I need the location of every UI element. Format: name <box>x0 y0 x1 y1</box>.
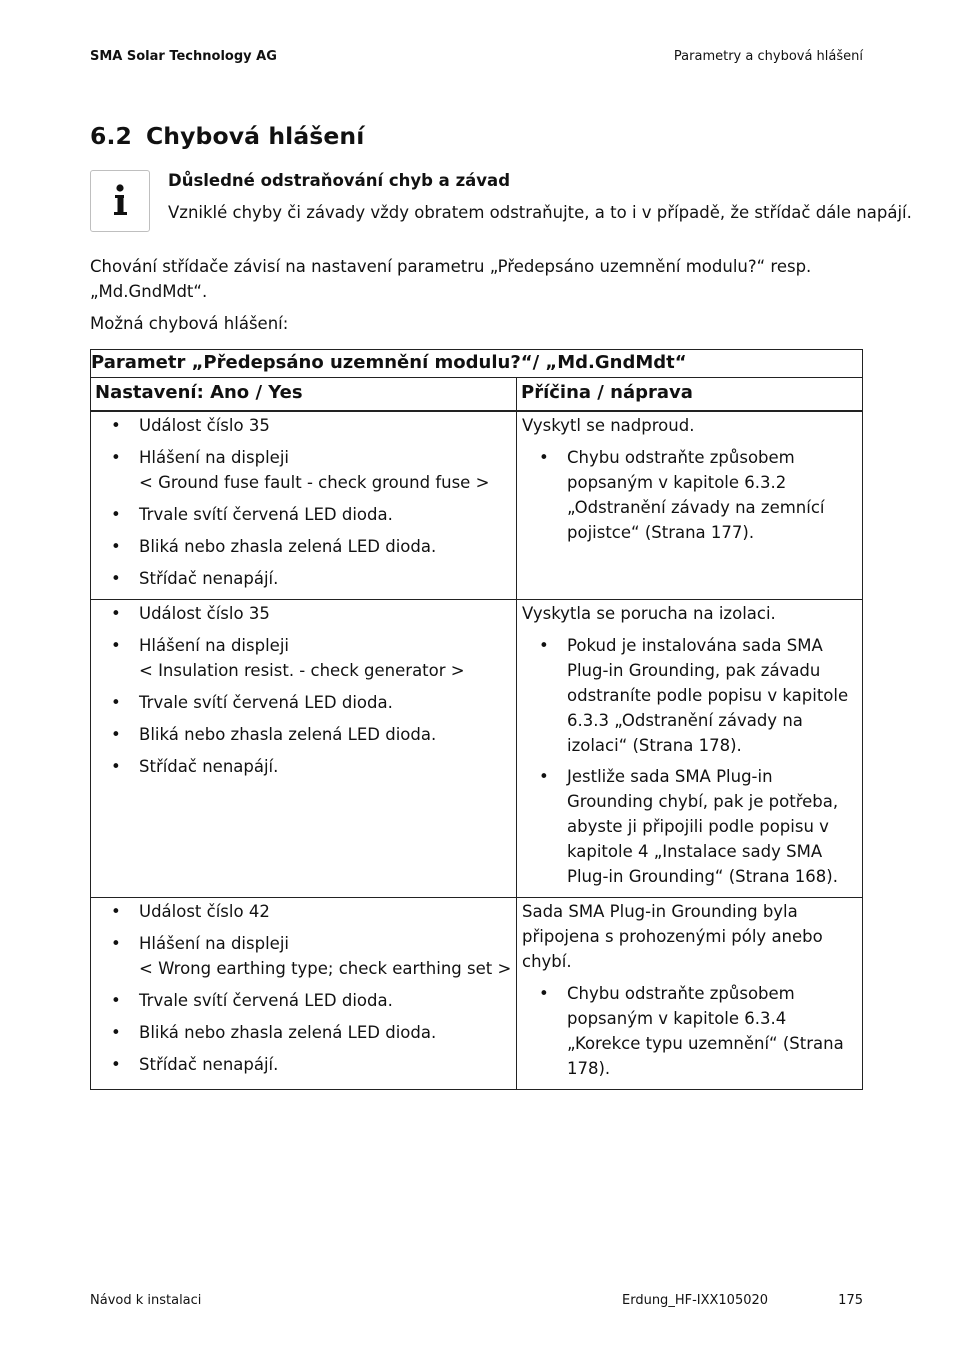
info-title: Důsledné odstraňování chyb a závad <box>168 171 511 190</box>
symptom-item: • Hlášení na displeji < Wrong earthing type; check earthing set > <box>91 931 516 981</box>
section-number: 6.2 <box>90 122 132 150</box>
symptom-item: • Bliká nebo zhasla zelená LED dioda. <box>91 722 516 747</box>
cause-text: Vyskytl se nadproud. <box>522 416 695 435</box>
symptom-item: • Událost číslo 35 <box>91 413 516 438</box>
cause-cell <box>517 411 863 600</box>
symptom-item: • Střídač nenapájí. <box>91 754 516 779</box>
column-header-setting: Nastavení: Ano / Yes <box>91 378 517 412</box>
symptom-item: • Bliká nebo zhasla zelená LED dioda. <box>91 534 516 559</box>
action-item: • Chybu odstraňte způsobem popsaným v kapitole 6.3.2 „Odstranění závady na zemnící pojistce“ (Strana 177). <box>522 445 856 545</box>
footer-doc-code: Erdung_HF-IXX105020 <box>622 1293 769 1308</box>
info-text: Vzniklé chyby či závady vždy obratem odstraňujte, a to i v případě, že střídač dále napájí. <box>168 203 912 222</box>
table-row <box>91 898 863 1090</box>
action-item: • Jestliže sada SMA Plug-in Grounding chybí, pak je potřeba, abyste ji připojili podle popisu v kapitole 4 „Instalace sady SMA Plug-in Grounding“ (Strana 168). <box>522 764 856 889</box>
header-company: SMA Solar Technology AG <box>90 49 277 64</box>
info-glyph <box>110 184 130 218</box>
table-header-row <box>91 378 863 412</box>
action-item: • Chybu odstraňte způsobem popsaným v kapitole 6.3.4 „Korekce typu uzemnění“ (Strana 178). <box>522 981 856 1081</box>
symptom-item: • Událost číslo 35 <box>91 601 516 626</box>
cause-text: Vyskytla se porucha na izolaci. <box>522 604 776 623</box>
symptom-item: • Střídač nenapájí. <box>91 1052 516 1077</box>
table-parameter-row <box>91 350 863 378</box>
section-heading <box>90 122 364 150</box>
table-row <box>91 411 863 600</box>
possible-messages-label: Možná chybová hlášení: <box>90 314 289 333</box>
parameter-header: Parametr „Předepsáno uzemnění modulu?“/ „Md.GndMdt“ <box>91 350 863 378</box>
symptom-item: • Trvale svítí červená LED dioda. <box>91 690 516 715</box>
info-icon <box>90 170 150 232</box>
header-chapter: Parametry a chybová hlášení <box>673 49 863 64</box>
cause-text: Sada SMA Plug-in Grounding byla připojena s prohozenými póly anebo chybí. <box>522 902 823 971</box>
symptoms-cell <box>91 600 517 898</box>
error-table <box>90 349 863 1090</box>
column-header-cause: Příčina / náprava <box>517 378 863 412</box>
footer-page-number: 175 <box>838 1293 863 1308</box>
symptom-item: • Hlášení na displeji < Ground fuse fault - check ground fuse > <box>91 445 516 495</box>
action-item: • Pokud je instalována sada SMA Plug-in Grounding, pak závadu odstraníte podle popisu v kapitole 6.3.3 „Odstranění závady na izolaci“ (Strana 178). <box>522 633 856 758</box>
cause-cell <box>517 600 863 898</box>
intro-paragraph: Chování střídače závisí na nastavení parametru „Předepsáno uzemnění modulu?“ resp. „Md.GndMdt“. <box>90 257 812 301</box>
section-title: Chybová hlášení <box>145 122 365 150</box>
symptom-item: • Trvale svítí červená LED dioda. <box>91 502 516 527</box>
symptom-item: • Hlášení na displeji < Insulation resist. - check generator > <box>91 633 516 683</box>
symptom-item: • Trvale svítí červená LED dioda. <box>91 988 516 1013</box>
cause-cell <box>517 898 863 1090</box>
symptom-item: • Bliká nebo zhasla zelená LED dioda. <box>91 1020 516 1045</box>
footer-doc-title: Návod k instalaci <box>90 1293 202 1308</box>
symptom-item: • Střídač nenapájí. <box>91 566 516 591</box>
symptoms-cell <box>91 411 517 600</box>
symptoms-cell <box>91 898 517 1090</box>
table-row <box>91 600 863 898</box>
symptom-item: • Událost číslo 42 <box>91 899 516 924</box>
